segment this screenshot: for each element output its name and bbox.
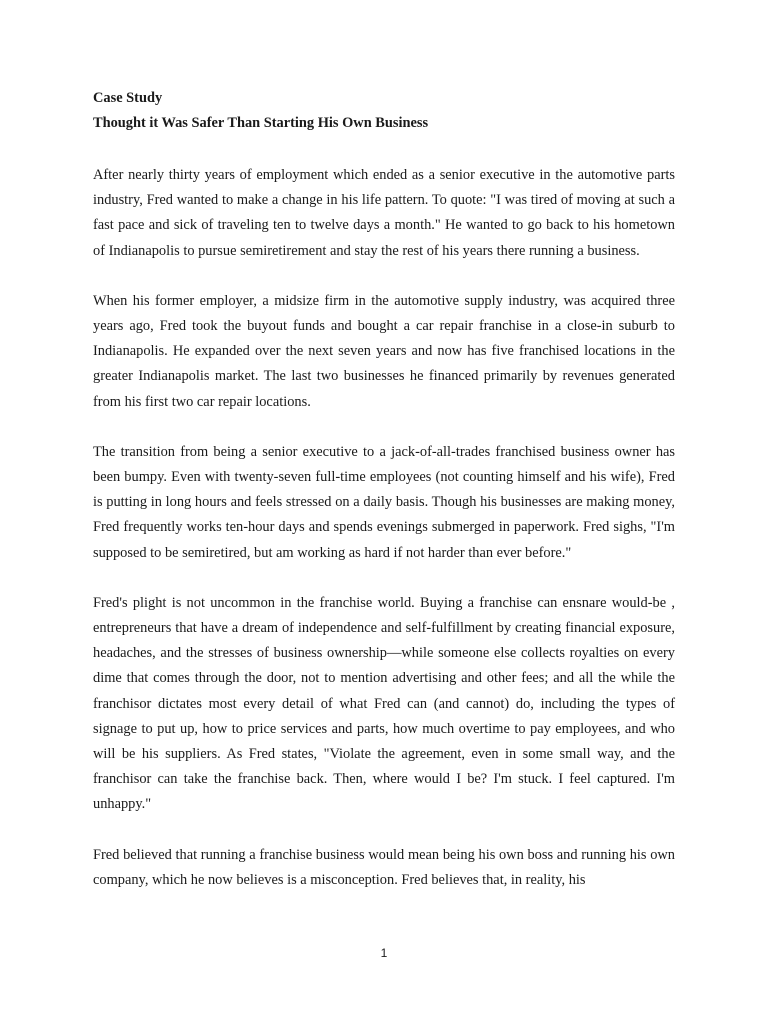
- case-study-label: Case Study: [93, 90, 163, 106]
- spacer: [93, 415, 675, 440]
- document-page: [93, 86, 675, 893]
- spacer: [93, 136, 675, 163]
- spacer: [93, 818, 675, 843]
- spacer: [93, 264, 675, 289]
- spacer: [93, 566, 675, 591]
- paragraph-1: After nearly thirty years of employment which ended as a senior executive in the automotive parts industry, Fred wanted to make a change in his life pattern. To quote: "I was tired of moving at such a fast pace and sick of traveling ten to twelve days a month." He wanted to go back to his hometown of Indianapolis to pursue semiretirement and stay the rest of his years there running a business.: [93, 167, 675, 259]
- paragraph-3: The transition from being a senior executive to a jack-of-all-trades franchised business owner has been bumpy. Even with twenty-seven full-time employees (not counting himself and his wife), Fred is putting in long hours and feels stressed on a daily basis. Though his businesses are making money, Fred frequently works ten-hour days and spends evenings submerged in paperwork. Fred sighs, "I'm supposed to be semiretired, but am working as hard if not harder than ever before.": [93, 443, 675, 561]
- paragraph-4: Fred's plight is not uncommon in the franchise world. Buying a franchise can ensnare would-be , entrepreneurs that have a dream of independence and self-fulfillment by creating financial exposure, headaches, and the stresses of business ownership—while someone else collects royalties on every dime that comes through the door, not to mention advertising and other fees; and all the while the franchisor dictates most every detail of what Fred can (and cannot) do, including the types of signage to put up, how to price services and parts, how much overtime to pay employees, and who will be his suppliers. As Fred states, "Violate the agreement, even in some small way, and the franchisor can take the franchise back. Then, where would I be? I'm stuck. I feel captured. I'm unhappy.": [93, 594, 675, 813]
- page-number: 1: [380, 946, 388, 960]
- paragraph-2: When his former employer, a midsize firm in the automotive supply industry, was acquired three years ago, Fred took the buyout funds and bought a car repair franchise in a close-in suburb to Indianapolis. He expanded over the next seven years and now has five franchised locations in the greater Indianapolis market. The last two businesses he financed primarily by revenues generated from his first two car repair locations.: [93, 292, 675, 410]
- paragraph-5: Fred believed that running a franchise business would mean being his own boss and running his own company, which he now believes is a misconception. Fred believes that, in reality, his: [93, 846, 675, 888]
- document-title: Thought it Was Safer Than Starting His Own Business: [93, 115, 429, 131]
